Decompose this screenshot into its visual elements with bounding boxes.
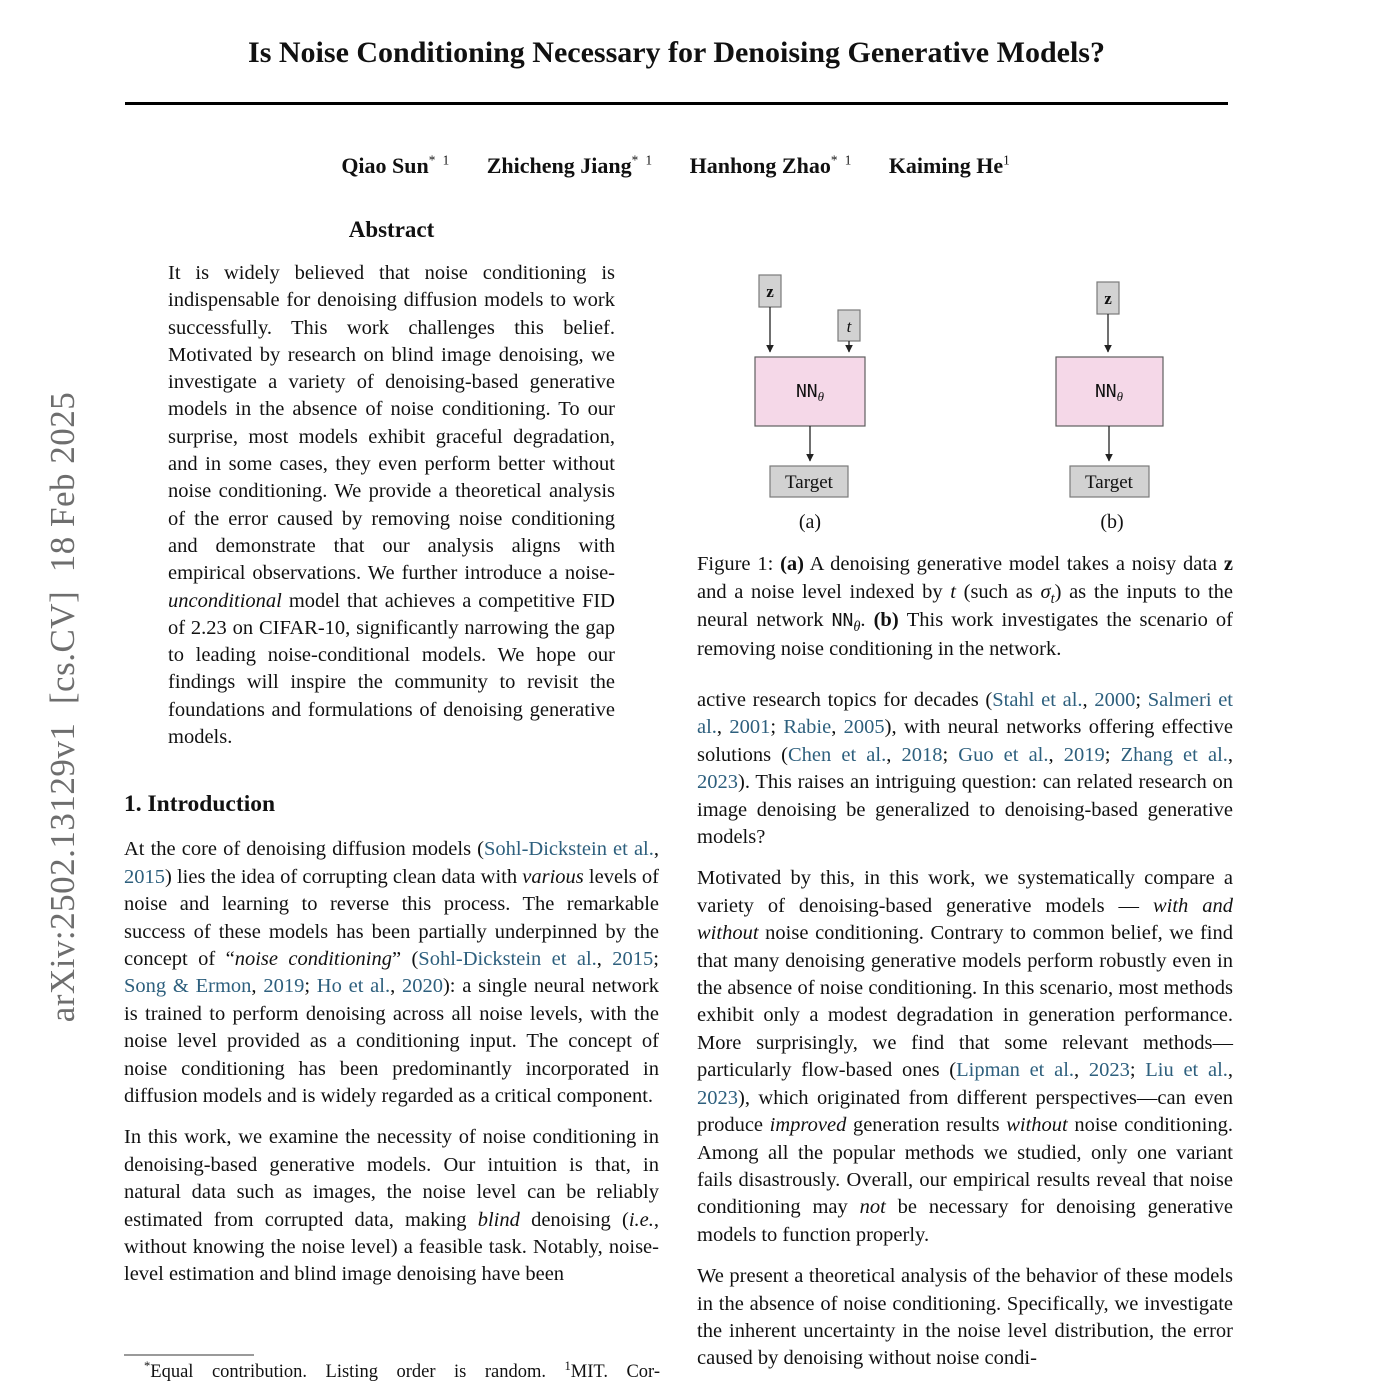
z-label-b: z bbox=[1104, 289, 1112, 308]
text-segment: , bbox=[1048, 743, 1064, 766]
text-segment: various bbox=[522, 865, 584, 888]
text-segment: (b) bbox=[873, 609, 899, 631]
author-affiliation-sup: * 1 bbox=[830, 153, 854, 168]
text-segment: ) lies the idea of corrupting clean data with bbox=[165, 865, 523, 888]
text-segment: ). This raises an intriguing question: can related research on image denoising be generalized to denoising-based generative models? bbox=[697, 771, 1233, 849]
right-paragraph-1 bbox=[697, 687, 1233, 851]
text-segment: ; bbox=[1129, 1059, 1146, 1082]
text-segment: levels of noise and learning to reverse this process. The remarkable success of these models has been partially underpinned by the concept of “ bbox=[124, 865, 659, 970]
citation-link[interactable]: 2000 bbox=[1094, 689, 1136, 711]
citation-link[interactable]: Lipman et al. bbox=[956, 1059, 1075, 1082]
nn-text: NN bbox=[1094, 381, 1117, 402]
text-segment: i.e. bbox=[628, 1208, 654, 1231]
citation-link[interactable]: 2018 bbox=[901, 743, 943, 766]
text-segment: denoising ( bbox=[519, 1208, 629, 1231]
nn-text: NN bbox=[795, 381, 818, 402]
figure1-caption bbox=[697, 550, 1233, 663]
text-segment: , bbox=[1227, 743, 1234, 766]
subfigure-label-a: (a) bbox=[798, 511, 822, 533]
author-affiliation-sup: * 1 bbox=[631, 153, 655, 168]
text-segment: ) as the inputs to the neural network bbox=[697, 581, 1233, 631]
citation-link[interactable]: 2015 bbox=[612, 947, 654, 970]
target-label-a: Target bbox=[785, 472, 833, 493]
text-segment: noise conditioning bbox=[234, 947, 392, 970]
citation-link[interactable]: 2023 bbox=[697, 771, 738, 794]
citation-link[interactable]: 2019 bbox=[1063, 743, 1105, 766]
text-segment: noise conditioning. Contrary to common belief, we find that many denoising generative models perform robustly even in the absence of noise conditioning. In this scenario, most methods exhibit only a modest degradation in generation performance. More surprisingly, we find that some relevant methods—particularly flow-based ones ( bbox=[697, 922, 1233, 1082]
text-segment: unconditional bbox=[168, 589, 282, 612]
author-name bbox=[889, 153, 1012, 178]
text-segment: At the core of denoising diffusion models ( bbox=[124, 838, 484, 861]
text-segment: In this work, we examine the necessity of noise conditioning in denoising-based generative models. Our intuition is that, in natural data such as images, the noise level can be reliably estimated from corrupted data, making bbox=[124, 1126, 659, 1231]
text-segment: active research topics for decades ( bbox=[697, 689, 993, 711]
text-segment: with and without bbox=[697, 894, 1233, 945]
text-segment: MIT. Cor- bbox=[570, 1362, 661, 1382]
text-segment: . bbox=[860, 609, 874, 631]
intro-paragraph-1 bbox=[124, 836, 659, 1110]
text-segment: blind bbox=[477, 1208, 520, 1231]
citation-link[interactable]: Salmeri et al. bbox=[697, 689, 1234, 739]
text-segment: ; bbox=[653, 947, 659, 970]
title-rule bbox=[125, 102, 1228, 105]
author-line bbox=[125, 153, 1228, 179]
subfigure-label-b: (b) bbox=[1100, 511, 1124, 533]
author-name bbox=[487, 153, 654, 178]
text-segment: , bbox=[716, 716, 730, 739]
t-label-a: t bbox=[846, 317, 852, 336]
nn-theta-subscript: θ bbox=[817, 389, 825, 404]
text-segment: It is widely believed that noise conditioning is indispensable for denoising diffusion models to work successfully. This work challenges this belief. Motivated by research on blind image denoising, we investigate a variety of denoising-based generative models in the absence of noise conditioning. To our surprise, most models exhibit graceful degradation, and in some cases, they even perform better without noise conditioning. We provide a theoretical analysis of the error caused by removing noise conditioning and demonstrate that our analysis aligns with empirical observations. We further introduce a noise- bbox=[168, 262, 615, 585]
text-segment: , bbox=[1074, 1059, 1089, 1082]
arxiv-watermark: arXiv:2502.13129v1 [cs.CV] 18 Feb 2025 bbox=[43, 391, 82, 1023]
author-name-text: Hanhong Zhao bbox=[689, 153, 831, 179]
citation-link[interactable]: 2005 bbox=[843, 716, 885, 739]
text-segment: (such as bbox=[955, 581, 1041, 603]
text-segment: NN bbox=[831, 610, 854, 631]
text-segment: * bbox=[144, 1358, 151, 1373]
citation-link[interactable]: 2023 bbox=[697, 1086, 738, 1109]
text-segment: ), with neural networks offering effective solutions ( bbox=[697, 716, 1234, 766]
citation-link[interactable]: 2019 bbox=[263, 975, 305, 998]
text-segment: We present a theoretical analysis of the behavior of these models in the absence of noise conditioning. Specifically, we investigate the inherent uncertainty in the noise level distribution, the error caused by denoising without noise condi- bbox=[697, 1265, 1233, 1370]
text-segment: be necessary for denoising generative models to function properly. bbox=[697, 1196, 1233, 1246]
text-segment: improved bbox=[769, 1114, 847, 1137]
section-heading-introduction: 1. Introduction bbox=[124, 791, 276, 818]
text-segment: , bbox=[251, 975, 264, 998]
text-segment: t bbox=[950, 581, 956, 603]
text-segment: ): a single neural network is trained to perform denoising across all noise levels, with the noise level provided as a conditioning input. The concept of noise conditioning has been predominantly incorporated in diffusion models and is widely regarded as a critical component. bbox=[124, 975, 659, 1107]
right-paragraph-2 bbox=[697, 865, 1233, 1249]
text-segment: This work investigates the scenario of removing noise conditioning in the network. bbox=[697, 609, 1234, 660]
text-segment: without bbox=[1006, 1114, 1068, 1137]
text-segment: , bbox=[831, 716, 844, 739]
text-segment: not bbox=[859, 1196, 886, 1219]
z-label-a: z bbox=[766, 282, 774, 301]
footnote-rule bbox=[124, 1354, 254, 1356]
text-segment: ; bbox=[770, 716, 784, 739]
nn-theta-subscript: θ bbox=[1116, 389, 1124, 404]
author-name-text: Kaiming He bbox=[888, 153, 1004, 179]
author-name-text: Zhicheng Jiang bbox=[486, 153, 632, 179]
figure1-diagram bbox=[697, 255, 1233, 537]
text-segment: model that achieves a competitive FID of 2.23 on CIFAR-10, significantly narrowing the gap to leading noise-conditional models. We hope our findings will inspire the community to revisit the foundations and formulations of denoising generative models. bbox=[168, 589, 615, 749]
text-segment: θ bbox=[853, 619, 861, 636]
citation-link[interactable]: 2023 bbox=[1088, 1059, 1130, 1082]
text-segment: z bbox=[1223, 553, 1234, 575]
citation-link[interactable]: Liu et al. bbox=[1145, 1059, 1228, 1082]
text-segment: 1 bbox=[564, 1358, 571, 1373]
text-segment: σ bbox=[1040, 581, 1051, 603]
abstract-text bbox=[168, 260, 615, 751]
text-segment: ” ( bbox=[391, 947, 419, 970]
text-segment: generation results bbox=[846, 1114, 1007, 1137]
abstract-heading: Abstract bbox=[348, 217, 435, 242]
citation-link[interactable]: Stahl et al. bbox=[992, 689, 1083, 711]
citation-link[interactable]: 2015 bbox=[124, 865, 165, 888]
citation-link[interactable]: Ho et al. bbox=[316, 975, 391, 998]
intro-paragraph-2 bbox=[124, 1124, 659, 1288]
text-segment: ; bbox=[1104, 743, 1121, 766]
text-segment: ), which originated from different perspectives—can even produce bbox=[697, 1086, 1233, 1137]
author-name bbox=[690, 153, 854, 178]
text-segment: Equal contribution. Listing order is random. bbox=[150, 1362, 565, 1382]
text-segment: noise conditioning. Among all the popular methods we studied, only one variant fails disastrously. Overall, our empirical results reveal that noise conditioning may bbox=[697, 1114, 1233, 1219]
target-label-b: Target bbox=[1085, 472, 1133, 493]
footnote-text bbox=[124, 1360, 660, 1384]
text-segment: ; bbox=[304, 975, 317, 998]
author-affiliation-sup: * 1 bbox=[428, 153, 452, 168]
paper-title: Is Noise Conditioning Necessary for Denoising Generative Models? bbox=[248, 36, 1105, 69]
text-segment: , bbox=[596, 947, 613, 970]
author-name bbox=[341, 153, 451, 178]
author-affiliation-sup: 1 bbox=[1003, 153, 1012, 168]
text-segment: (a) bbox=[780, 553, 804, 575]
text-segment: A denoising generative model takes a noisy data bbox=[804, 553, 1224, 575]
text-segment: ; bbox=[942, 743, 959, 766]
right-column bbox=[697, 255, 1233, 1373]
text-segment: Motivated by this, in this work, we systematically compare a variety of denoising-based generative models — bbox=[697, 867, 1233, 917]
citation-link[interactable]: Sohl-Dickstein et al. bbox=[483, 838, 654, 861]
text-segment: and a noise level indexed by bbox=[697, 581, 951, 603]
text-segment: , bbox=[653, 838, 659, 861]
citation-link[interactable]: 2001 bbox=[729, 716, 771, 739]
text-segment: ; bbox=[1135, 689, 1148, 711]
text-segment: , bbox=[886, 743, 902, 766]
citation-link[interactable]: Zhang et al. bbox=[1120, 743, 1228, 766]
text-segment: t bbox=[1050, 591, 1055, 608]
citation-link[interactable]: Sohl-Dickstein et al. bbox=[418, 947, 597, 970]
citation-link[interactable]: Song & Ermon bbox=[124, 975, 252, 998]
text-segment: , bbox=[390, 975, 402, 998]
citation-link[interactable]: 2020 bbox=[401, 975, 443, 998]
text-segment: Figure 1: bbox=[697, 553, 781, 575]
text-segment: , bbox=[1082, 689, 1095, 711]
citation-link[interactable]: Guo et al. bbox=[958, 743, 1049, 766]
left-column bbox=[124, 217, 659, 1289]
text-segment: , bbox=[1227, 1059, 1234, 1082]
author-name-text: Qiao Sun bbox=[341, 153, 429, 179]
citation-link[interactable]: Rabie bbox=[783, 716, 832, 739]
citation-link[interactable]: Chen et al. bbox=[787, 743, 887, 766]
right-paragraph-3 bbox=[697, 1263, 1233, 1373]
text-segment: , without knowing the noise level) a feasible task. Notably, noise-level estimation and blind image denoising have been bbox=[124, 1208, 659, 1286]
